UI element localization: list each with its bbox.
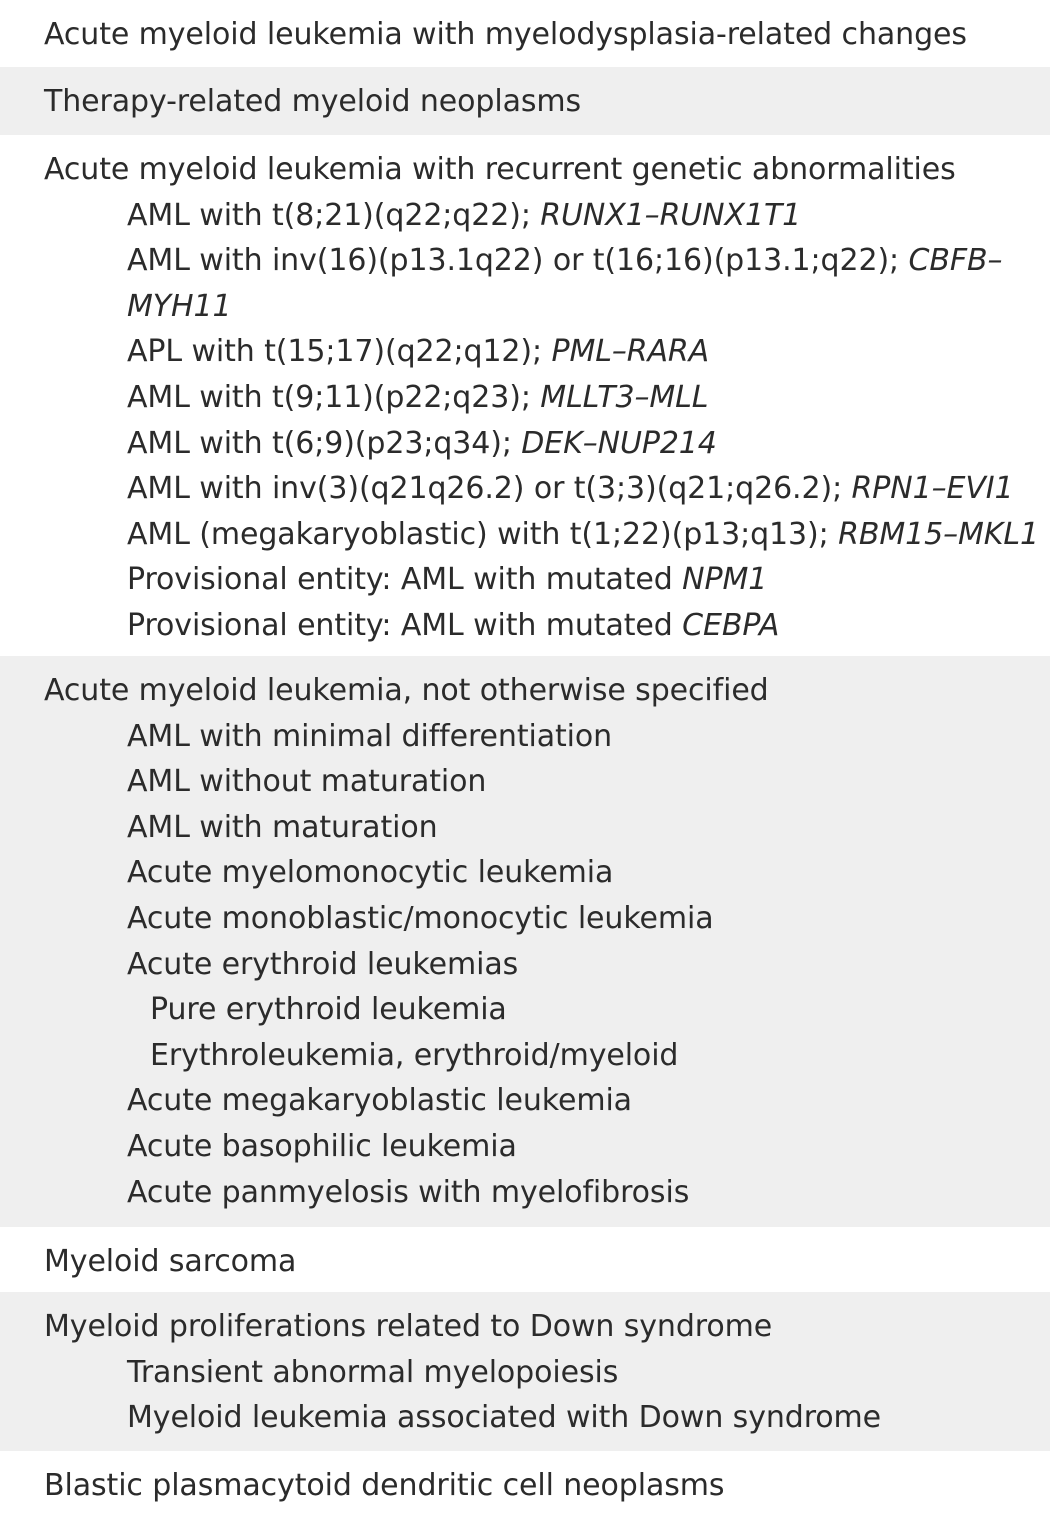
row-title: Therapy-related myeloid neoplasms xyxy=(44,84,582,119)
row-title: Myeloid proliferations related to Down syndrome xyxy=(44,1309,773,1344)
list-item: Acute panmyelosis with myelofibrosis xyxy=(127,1174,690,1210)
list-item xyxy=(0,421,1050,467)
table-row xyxy=(0,1451,1050,1517)
list-item xyxy=(0,603,1050,649)
sub-list-item: Erythroleukemia, erythroid/myeloid xyxy=(150,1037,679,1073)
list-item: AML without maturation xyxy=(127,764,487,800)
gene-name: MLLT3–MLL xyxy=(540,379,709,415)
table-row xyxy=(0,1227,1050,1292)
list-item: AML with maturation xyxy=(127,809,438,845)
list-item: Acute megakaryoblastic leukemia xyxy=(127,1083,632,1119)
list-item: AML with minimal differentiation xyxy=(127,718,613,754)
sub-list-item: Pure erythroid leukemia xyxy=(150,992,507,1028)
gene-name: CBFB– xyxy=(908,243,1003,279)
gene-name-continued: MYH11 xyxy=(127,288,232,324)
row-title: Blastic plasmacytoid dendritic cell neoplasms xyxy=(44,1468,725,1503)
item-text: AML with inv(3)(q21q26.2) or t(3;3)(q21;q26.2); xyxy=(127,471,852,507)
item-text: APL with t(15;17)(q22;q12); xyxy=(127,334,552,370)
list-item: Acute myelomonocytic leukemia xyxy=(127,855,614,891)
list-item xyxy=(0,512,1050,558)
gene-name: CEBPA xyxy=(682,607,780,643)
table-row xyxy=(0,656,1050,1227)
list-item: Acute monoblastic/monocytic leukemia xyxy=(127,900,714,936)
gene-name: NPM1 xyxy=(682,562,768,598)
list-item xyxy=(0,466,1050,512)
item-text: AML with inv(16)(p13.1q22) or t(16;16)(p13.1;q22); xyxy=(127,243,909,279)
row-title: Acute myeloid leukemia, not otherwise specified xyxy=(44,673,769,708)
row-title: Acute myeloid leukemia with recurrent genetic abnormalities xyxy=(44,152,956,187)
list-item xyxy=(0,193,1050,239)
list-item: Transient abnormal myelopoiesis xyxy=(127,1354,619,1390)
list-item: Acute basophilic leukemia xyxy=(127,1128,517,1164)
row-title: Acute myeloid leukemia with myelodysplasia-related changes xyxy=(44,17,967,52)
gene-name: DEK–NUP214 xyxy=(521,425,717,461)
item-text: AML with t(6;9)(p23;q34); xyxy=(127,425,522,461)
list-item xyxy=(0,557,1050,603)
gene-name: PML–RARA xyxy=(551,334,710,370)
list-item xyxy=(0,329,1050,375)
table-row xyxy=(0,67,1050,135)
table-row xyxy=(0,0,1050,67)
table-row xyxy=(0,135,1050,656)
gene-name: RPN1–EVI1 xyxy=(851,471,1014,507)
list-item xyxy=(0,375,1050,421)
list-item xyxy=(0,238,1050,284)
item-text: Provisional entity: AML with mutated xyxy=(127,562,683,598)
gene-name: RBM15–MKL1 xyxy=(838,516,1039,552)
item-text: Provisional entity: AML with mutated xyxy=(127,607,683,643)
item-text: AML with t(9;11)(p22;q23); xyxy=(127,379,541,415)
gene-name: RUNX1–RUNX1T1 xyxy=(540,197,802,233)
item-text: AML (megakaryoblastic) with t(1;22)(p13;q13); xyxy=(127,516,839,552)
list-item: Myeloid leukemia associated with Down syndrome xyxy=(127,1400,882,1436)
table-row xyxy=(0,1292,1050,1451)
row-title: Myeloid sarcoma xyxy=(44,1244,297,1279)
item-text: AML with t(8;21)(q22;q22); xyxy=(127,197,541,233)
list-item: Acute erythroid leukemias xyxy=(127,946,519,982)
